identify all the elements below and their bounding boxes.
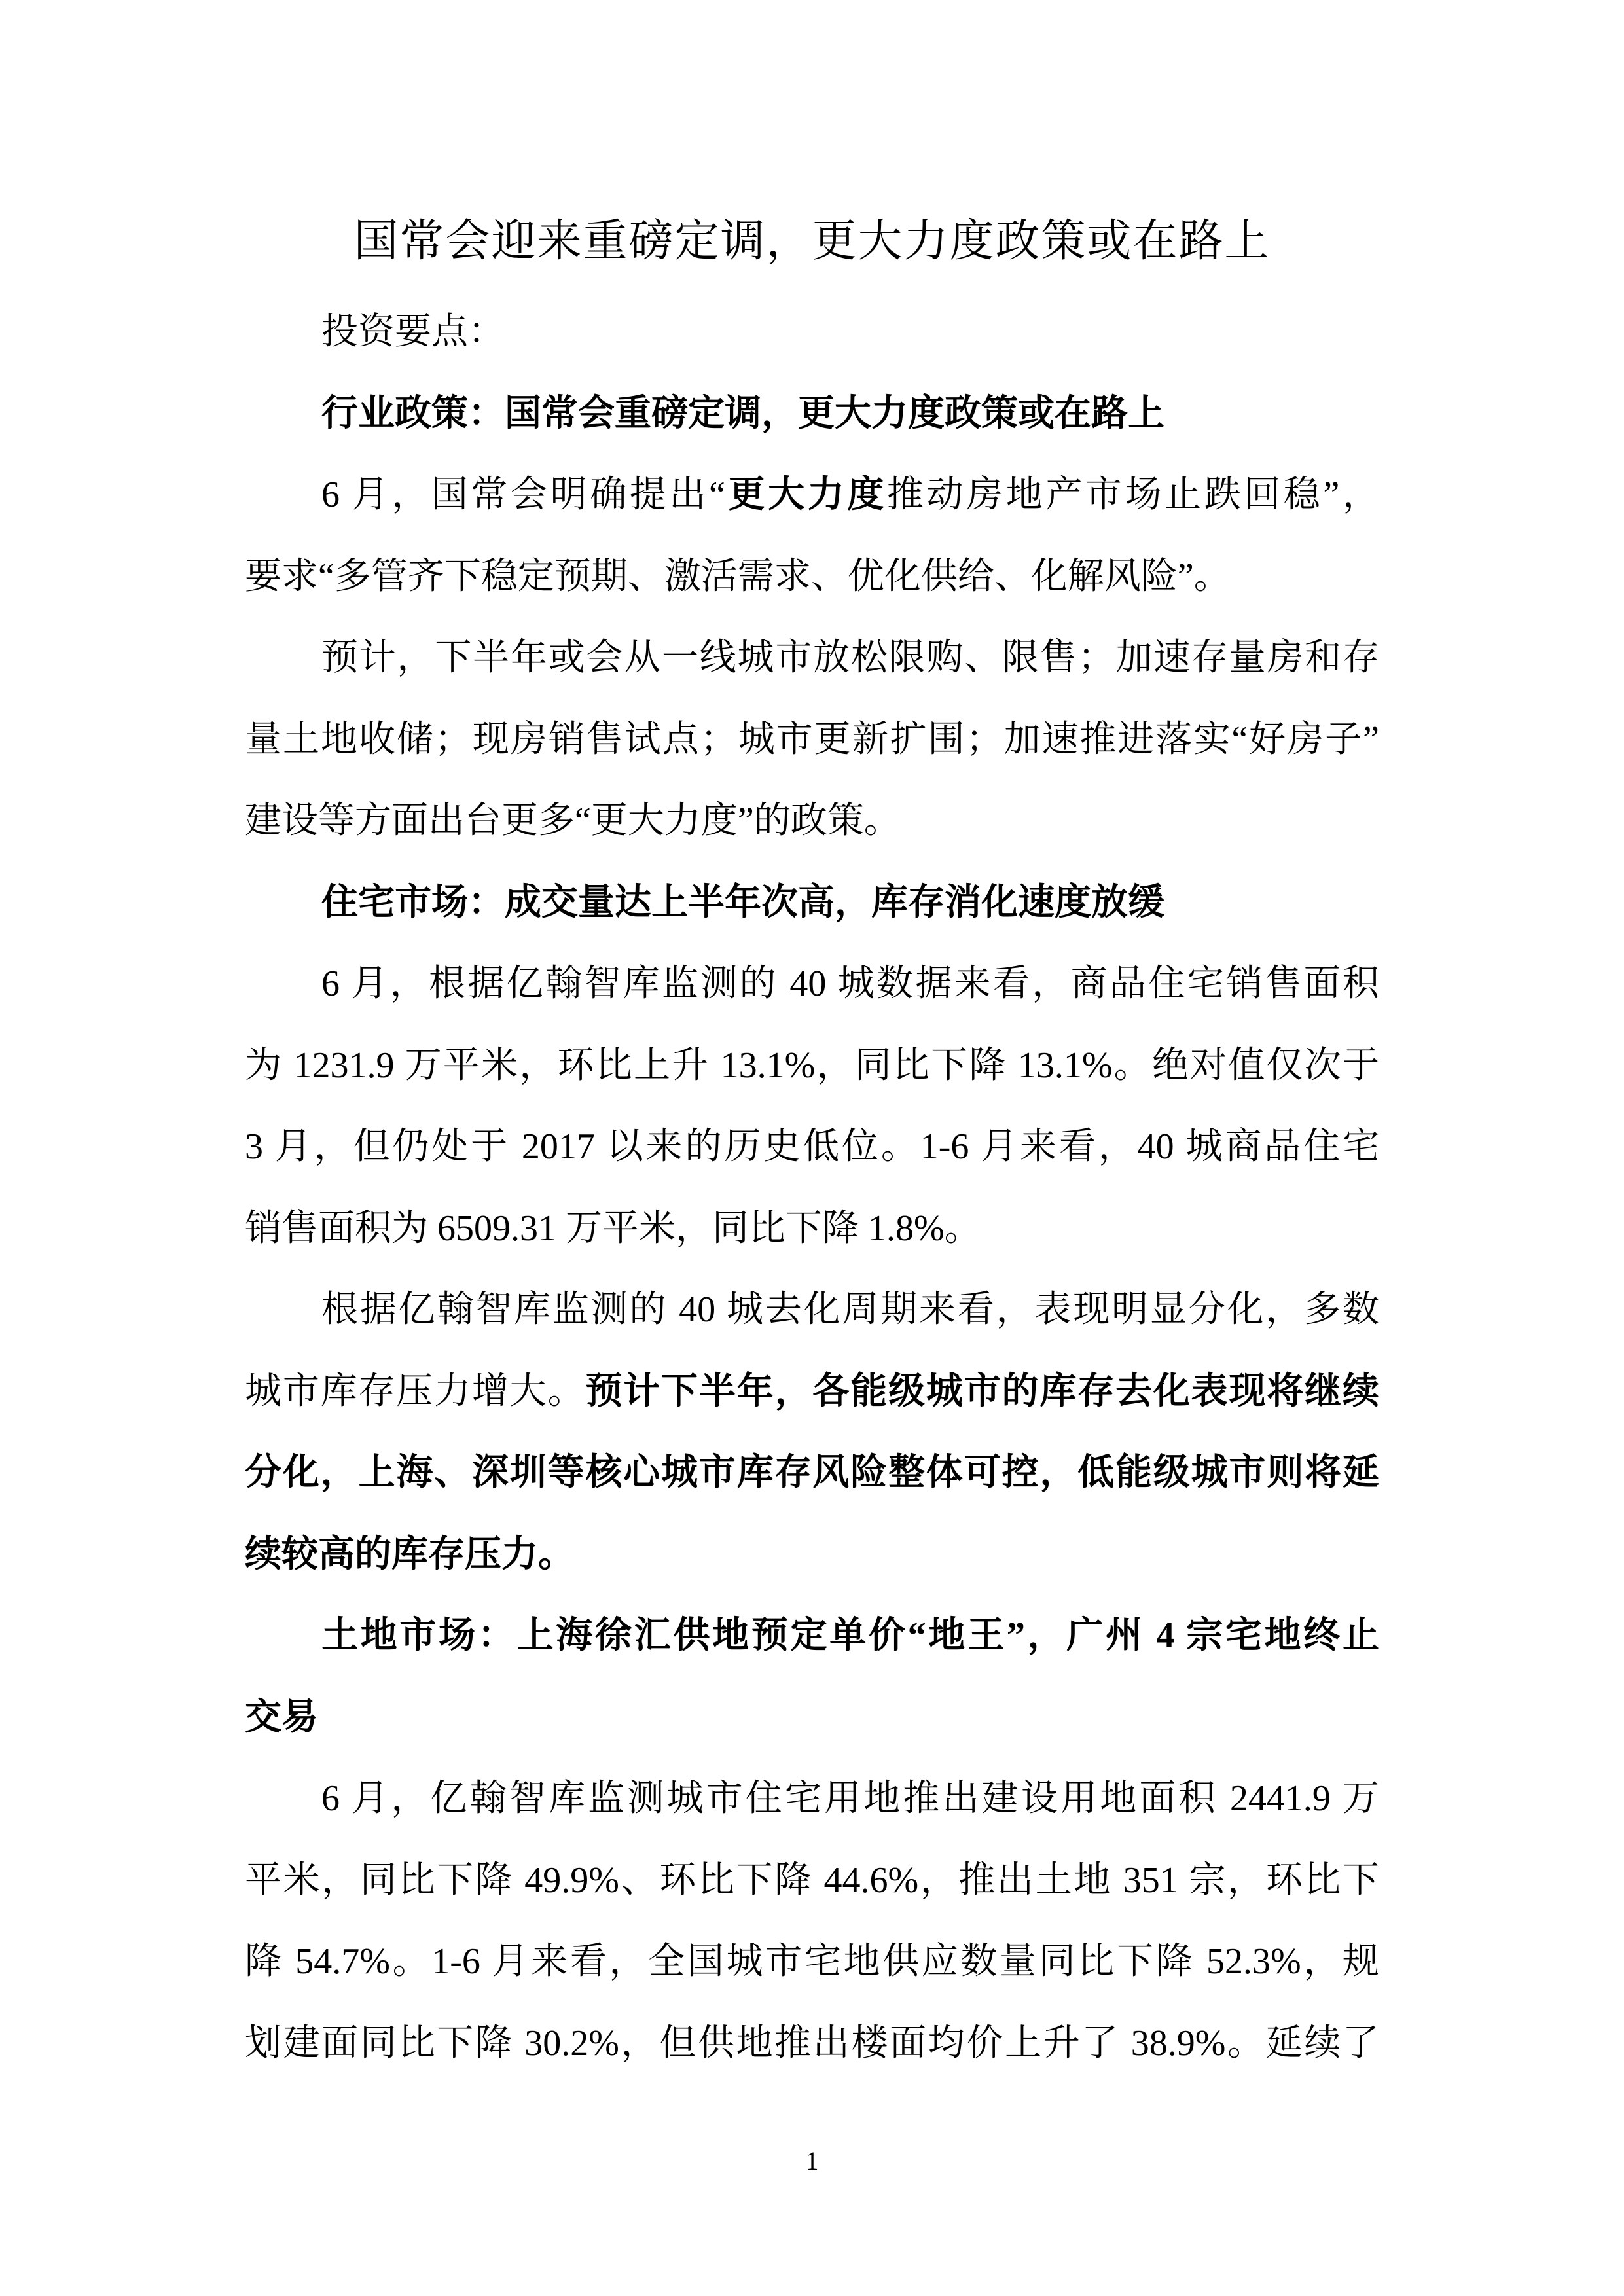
paragraph [245,943,1379,1269]
paragraph-line: 销售面积为 6509.31 万平米，同比下降 1.8%。 [245,1208,981,1249]
paragraph-line: 平米，同比下降 49.9%、环比下降 44.6%，推出土地 351 宗，环比下 [245,1859,1379,1901]
paragraph [245,454,1379,617]
emphasis-line: 续较高的库存压力。 [245,1534,575,1575]
paragraph-line: 6 月，亿翰智库监测城市住宅用地推出建设用地面积 2441.9 万 [321,1778,1380,1819]
emphasis-line: 分化，上海、深圳等核心城市库存风险整体可控，低能级城市则将延 [245,1452,1379,1493]
text-run: 推动房地产市场止跌回稳”， [886,475,1379,515]
text-run: 6 月，国常会明确提出“ [321,475,725,515]
paragraph-line: 为 1231.9 万平米，环比上升 13.1%，同比下降 13.1%。绝对值仅次于 [245,1045,1379,1086]
section-heading: 行业政策：国常会重磅定调，更大力度政策或在路上 [321,393,1164,434]
section-heading: 土地市场：上海徐汇供地预定单价“地王”，广州 4 宗宅地终止 [321,1615,1379,1656]
page-number: 1 [805,2146,819,2176]
paragraph-line [245,454,1379,536]
section-heading: 住宅市场：成交量达上半年次高，库存消化速度放缓 [321,882,1164,923]
paragraph-line: 6 月，根据亿翰智库监测的 40 城数据来看，商品住宅销售面积 [321,963,1379,1004]
paragraph-line: 预计，下半年或会从一线城市放松限购、限售；加速存量房和存 [321,637,1379,678]
paragraph [245,1758,1379,2084]
paragraph-line: 量土地收储；现房销售试点；城市更新扩围；加速推进落实“好房子” [245,719,1379,760]
paragraph [245,1269,1379,1595]
section-land-market [245,1595,1379,2084]
section-residential-market [245,862,1379,1596]
emphasis-text: 预计下半年，各能级城市的库存去化表现将继续 [585,1371,1380,1412]
text-run: 城市库存压力增大。 [245,1371,586,1412]
paragraph-line [245,1351,1379,1433]
paragraph-line: 根据亿翰智库监测的 40 城去化周期来看，表现明显分化，多数 [321,1289,1379,1330]
paragraph-line: 建设等方面出台更多“更大力度”的政策。 [245,800,901,841]
key-points-label: 投资要点： [321,312,505,352]
document-body [245,291,1379,2084]
section-industry-policy [245,373,1379,862]
paragraph-line: 划建面同比下降 30.2%，但供地推出楼面均价上升了 38.9%。延续了 [245,2022,1379,2064]
section-heading-continued: 交易 [245,1696,318,1738]
paragraph [245,617,1379,862]
paragraph-line: 3 月，但仍处于 2017 以来的历史低位。1-6 月来看，40 城商品住宅 [245,1126,1379,1167]
paragraph-line: 降 54.7%。1-6 月来看，全国城市宅地供应数量同比下降 52.3%，规 [245,1941,1379,1982]
document-title: 国常会迎来重磅定调，更大力度政策或在路上 [353,215,1271,267]
paragraph-line: 要求“多管齐下稳定预期、激活需求、优化供给、化解风险”。 [245,556,1231,597]
emphasis-text: 更大力度 [725,475,887,515]
